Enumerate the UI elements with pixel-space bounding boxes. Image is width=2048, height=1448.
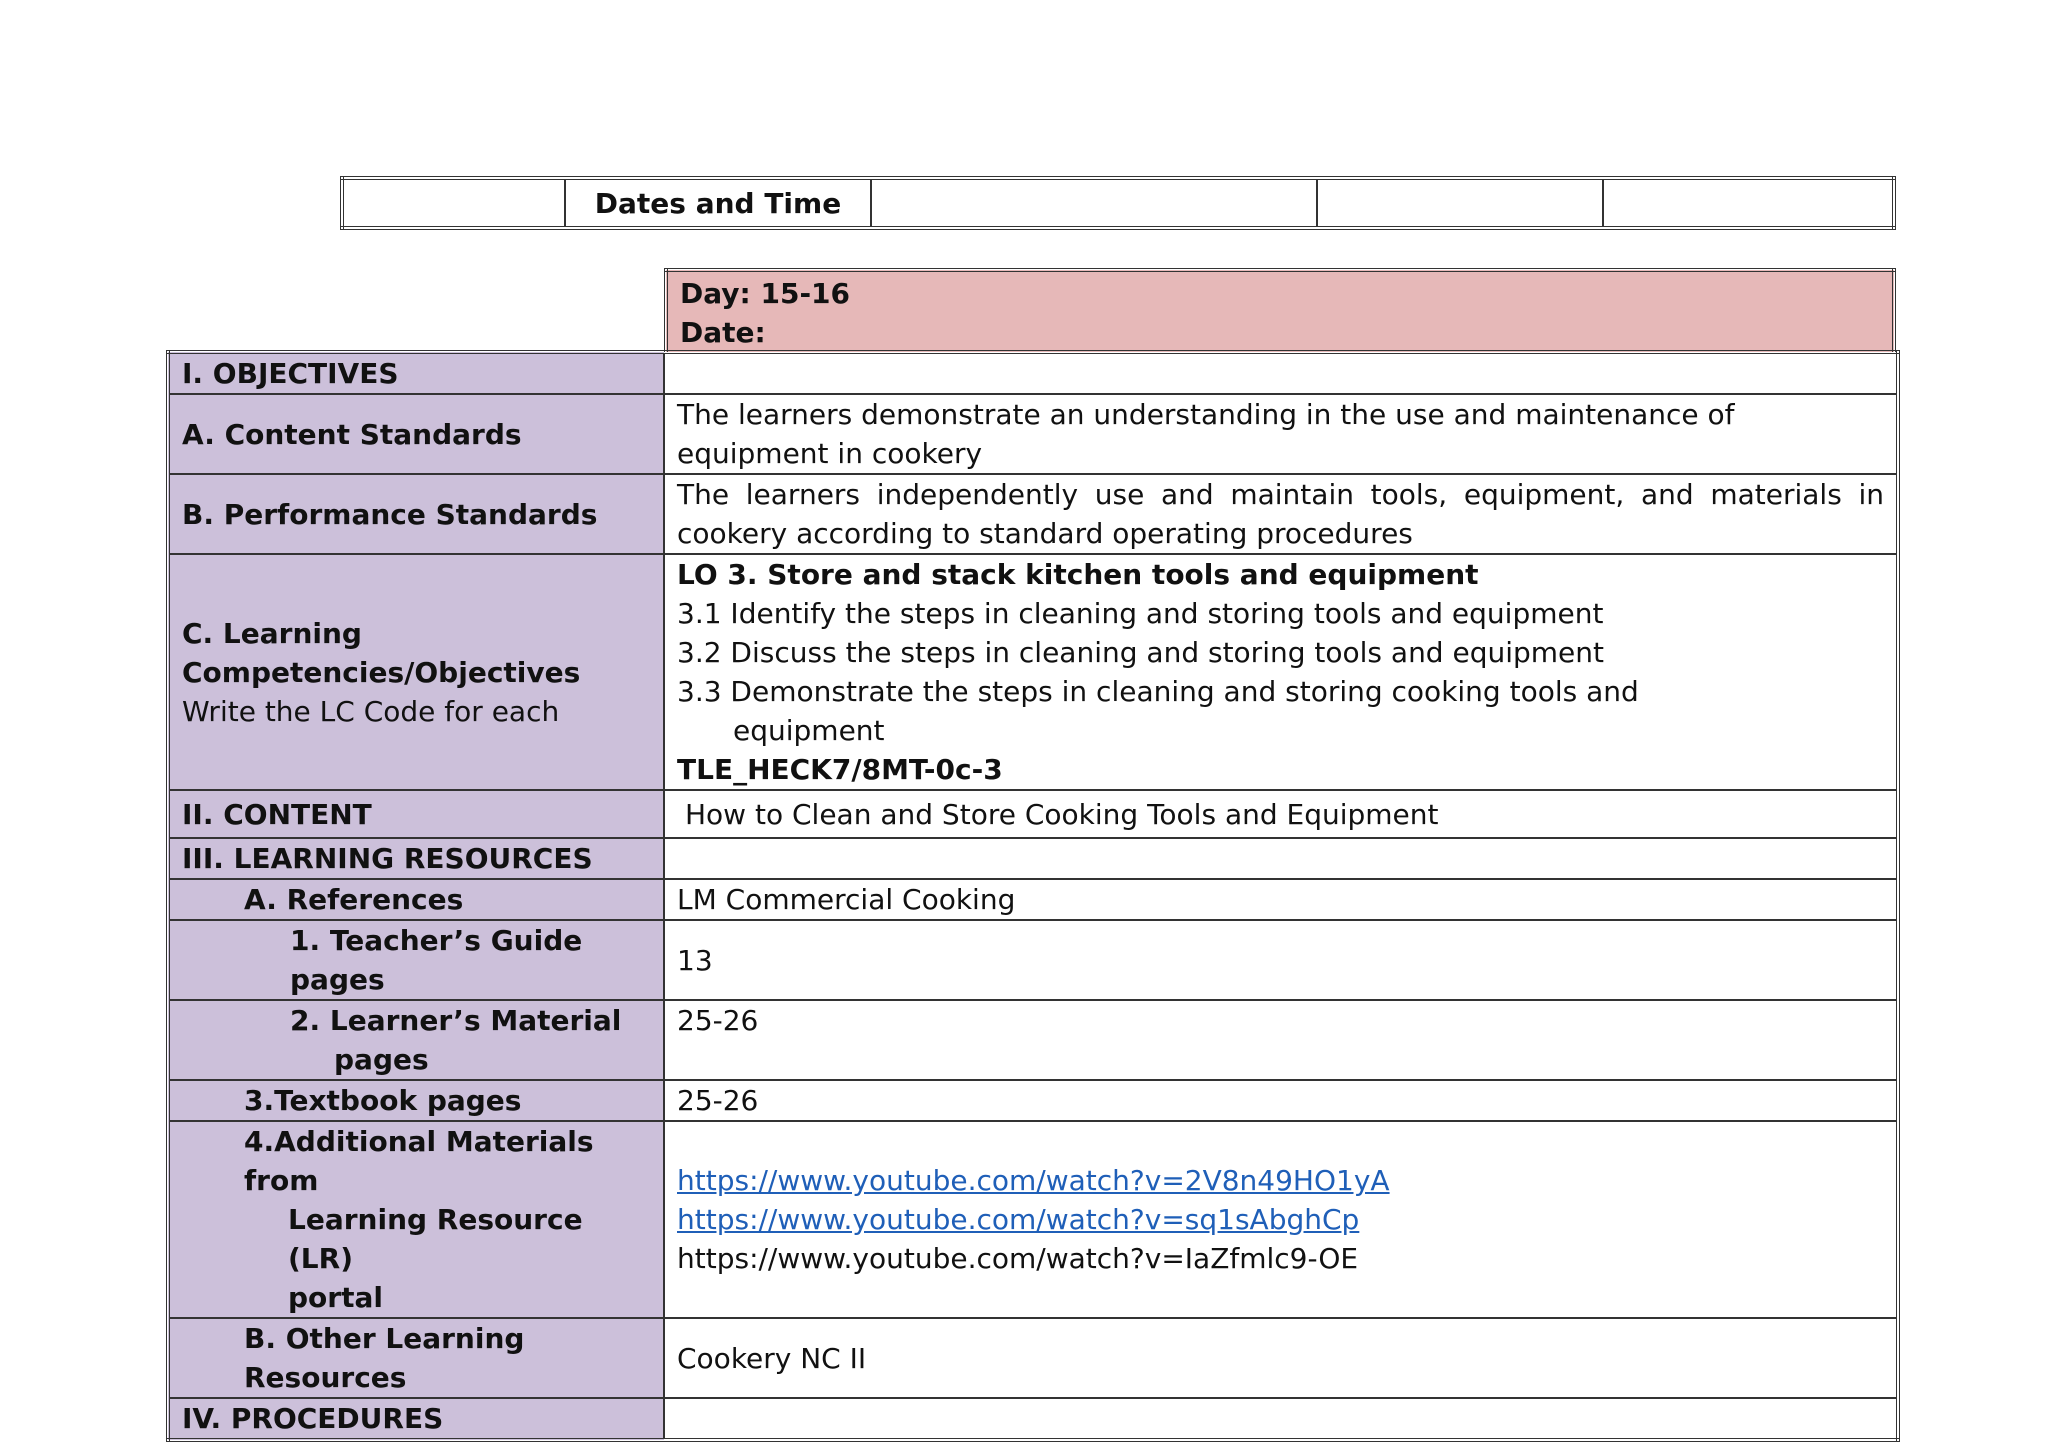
competency-item: 3.1 Identify the steps in cleaning and storing tools and equipment [677,597,1604,630]
row-textbook [168,1080,1898,1121]
row-content-standards [168,394,1898,474]
row-procedures [168,1398,1898,1440]
row-objectives [168,352,1898,394]
teachers-guide-label: 1. Teacher’s Guide pages [168,920,664,1000]
competencies-label [168,554,664,790]
textbook-label: 3.Textbook pages [168,1080,664,1121]
additional-materials-value [664,1121,1898,1318]
content-value: How to Clean and Store Cooking Tools and Equipment [664,790,1898,838]
additional-materials-label-line1: 4.Additional Materials from [244,1125,594,1197]
row-performance-standards [168,474,1898,554]
row-learners-material [168,1000,1898,1080]
references-label: A. References [168,879,664,920]
references-value: LM Commercial Cooking [664,879,1898,920]
row-additional-materials [168,1121,1898,1318]
dates-and-time-table [340,176,1896,230]
day-header-table [664,268,1896,358]
learning-resources-label: III. LEARNING RESOURCES [168,838,664,879]
content-standards-label: A. Content Standards [168,394,664,474]
date-label: Date: [680,316,766,349]
learning-resources-value [664,838,1898,879]
content-label: II. CONTENT [168,790,664,838]
additional-materials-label-line2: Learning Resource (LR) [288,1203,583,1275]
competencies-label-line3: Write the LC Code for each [182,694,560,728]
row-other-resources [168,1318,1898,1398]
procedures-value [664,1398,1898,1440]
dates-cell-1 [342,178,565,228]
learners-material-label [168,1000,664,1080]
performance-standards-value: The learners independently use and maintain tools, equipment, and materials in cookery according to standard operating procedures [664,474,1898,554]
objectives-value [664,352,1898,394]
dates-cell-3 [871,178,1317,228]
competency-item: 3.3 Demonstrate the steps in cleaning and storing cooking tools and [677,675,1639,708]
row-content [168,790,1898,838]
performance-standards-label: B. Performance Standards [168,474,664,554]
learners-material-label-line1: 2. Learner’s Material [290,1004,622,1037]
learners-material-value: 25-26 [664,1000,1898,1080]
content-standards-value: The learners demonstrate an understanding in the use and maintenance of equipment in cookery [664,394,1898,474]
textbook-value: 25-26 [664,1080,1898,1121]
dates-and-time-header: Dates and Time [565,178,871,228]
day-label: Day: 15-16 [680,277,851,310]
teachers-guide-value: 13 [664,920,1898,1000]
youtube-link-2[interactable]: https://www.youtube.com/watch?v=sq1sAbghCp [677,1203,1360,1236]
row-competencies [168,554,1898,790]
learners-material-label-line2: pages [334,1043,429,1076]
lc-code: TLE_HECK7/8MT-0c-3 [677,753,1003,786]
row-learning-resources [168,838,1898,879]
objectives-label: I. OBJECTIVES [168,352,664,394]
additional-materials-label [168,1121,664,1318]
competencies-value [664,554,1898,790]
dates-cell-5 [1603,178,1894,228]
competencies-label-line1: C. Learning [182,616,362,650]
row-teachers-guide [168,920,1898,1000]
day-header-cell [666,270,1894,356]
competency-item-continuation: equipment [733,714,885,747]
procedures-label: IV. PROCEDURES [168,1398,664,1440]
youtube-link-1[interactable]: https://www.youtube.com/watch?v=2V8n49HO1yA [677,1164,1390,1197]
other-resources-label: B. Other Learning Resources [168,1318,664,1398]
dates-cell-4 [1317,178,1603,228]
row-references [168,879,1898,920]
other-resources-value: Cookery NC II [664,1318,1898,1398]
additional-materials-label-line3: portal [288,1281,383,1314]
competencies-label-line2: Competencies/Objectives [182,655,581,689]
lesson-plan-table [166,350,1900,1442]
competency-item: 3.2 Discuss the steps in cleaning and storing tools and equipment [677,636,1605,669]
youtube-url-plain: https://www.youtube.com/watch?v=IaZfmlc9-OE [677,1242,1359,1275]
lo-title: LO 3. Store and stack kitchen tools and equipment [677,558,1479,591]
